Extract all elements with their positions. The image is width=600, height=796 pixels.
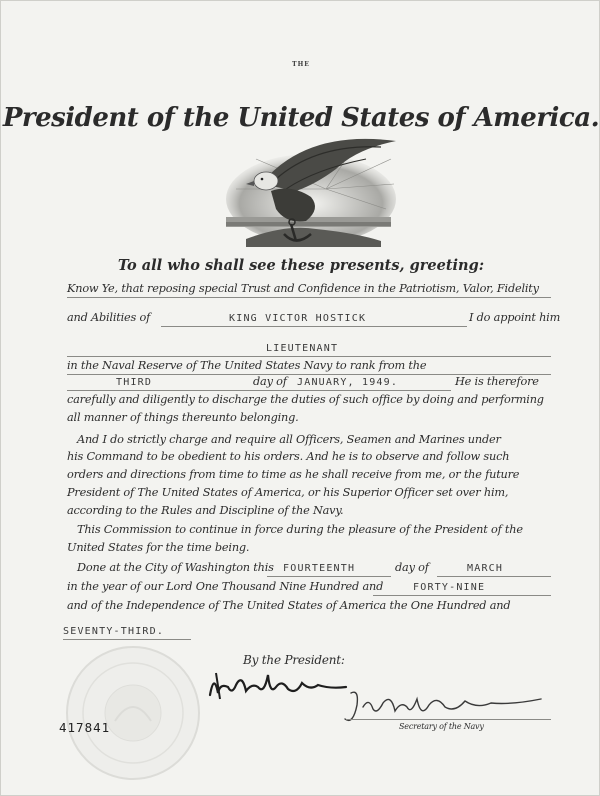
rank-from-day: THIRD	[116, 377, 153, 388]
by-the-president: By the President:	[243, 653, 345, 667]
secretary-title: Secretary of the Navy	[399, 722, 484, 731]
rule	[63, 639, 191, 640]
body-line-15-prefix: in the year of our Lord One Thousand Nine Hundred and	[67, 580, 384, 593]
done-year: FORTY-NINE	[413, 582, 486, 593]
rank-from-date: JANUARY, 1949.	[297, 377, 399, 388]
independence-year: SEVENTY-THIRD.	[63, 626, 165, 637]
eagle-anchor-vignette	[216, 129, 396, 249]
body-line-16: and of the Independence of The United States of America the One Hundred and	[67, 599, 511, 612]
done-month: MARCH	[467, 563, 504, 574]
body-line-14-mid: day of	[395, 561, 429, 574]
serial-number: 417841	[59, 720, 111, 735]
signature-truman	[206, 665, 356, 705]
rule	[67, 356, 551, 357]
body-line-6: all manner of things thereunto belonging.	[67, 411, 299, 424]
body-line-11: according to the Rules and Discipline of the Navy.	[67, 504, 344, 517]
body-line-2-prefix: and Abilities of	[67, 311, 151, 324]
body-line-5: carefully and diligently to discharge the duties of such office by doing and performing	[67, 393, 544, 406]
certificate-title: President of the United States of America.	[2, 103, 600, 133]
body-line-2-suffix: I do appoint him	[469, 311, 561, 324]
body-line-4-mid: day of	[253, 375, 287, 388]
rule	[161, 326, 467, 327]
rank: LIEUTENANT	[266, 343, 339, 354]
body-line-12: This Commission to continue in force during the pleasure of the President of the	[77, 523, 523, 536]
embossed-seal	[63, 643, 203, 783]
rule	[67, 297, 551, 298]
greeting: To all who shall see these presents, greeting:	[117, 257, 485, 274]
body-line-3: in the Naval Reserve of The United States Navy to rank from the	[67, 359, 427, 372]
body-line-4-suffix: He is therefore	[455, 375, 539, 388]
rule	[437, 576, 551, 577]
body-line-8: his Command to be obedient to his orders. And he is to observe and follow such	[67, 450, 510, 463]
rule	[67, 390, 451, 391]
body-line-10: President of The United States of America, or his Superior Officer set over him,	[67, 486, 509, 499]
the-label: THE	[292, 61, 310, 68]
appointee-name: KING VICTOR HOSTICK	[229, 313, 367, 324]
body-line-7: And I do strictly charge and require all Officers, Seamen and Marines under	[77, 433, 501, 446]
body-line-13: United States for the time being.	[67, 541, 250, 554]
body-line-9: orders and directions from time to time as he shall receive from me, or the future	[67, 468, 520, 481]
body-line-1: Know Ye, that reposing special Trust and Confidence in the Patriotism, Valor, Fidelity	[67, 282, 539, 295]
body-line-14-prefix: Done at the City of Washington this	[77, 561, 274, 574]
rule	[267, 576, 391, 577]
done-day: FOURTEENTH	[283, 563, 356, 574]
rule	[373, 595, 551, 596]
secretary-signature-line	[346, 719, 551, 720]
